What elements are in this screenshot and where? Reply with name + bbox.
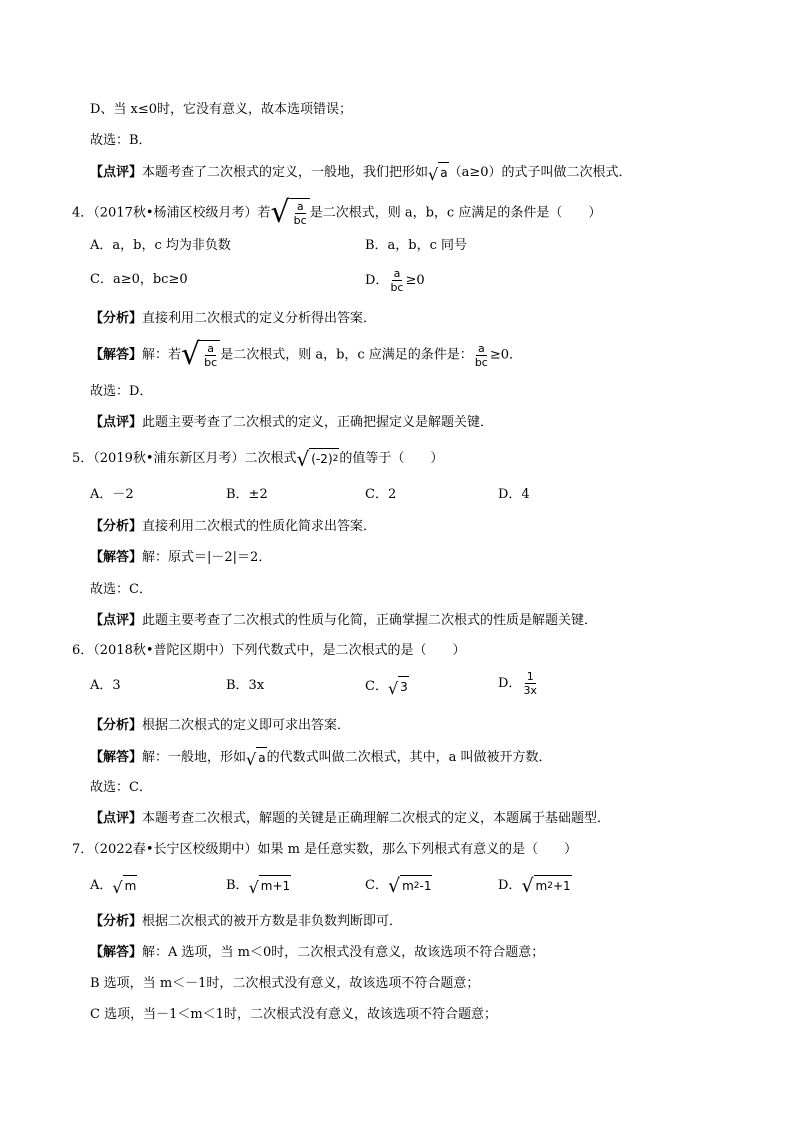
option-d[interactable]: D．4 [498, 487, 530, 502]
option-d[interactable]: D． $\frac{1}{3x}$ [498, 670, 537, 697]
choose-line: 故选：C． [90, 582, 152, 597]
answer-line: 【解答】解：若 √ $\frac{a}{bc}$ 是二次根式，则 a，b，c 应满足的条件是： $\frac{a}{bc}$ ≥0． [90, 337, 523, 372]
prev-comment-line [90, 162, 632, 183]
option-c[interactable]: C． √ 3 [365, 676, 409, 697]
question-stem-tail: 是二次根式，则 a，b，c 应满足的条件是（ ） [309, 205, 602, 221]
question-number: 4． [72, 205, 94, 221]
analysis-line: 【分析】直接利用二次根式的定义分析得出答案． [90, 311, 377, 326]
option-b[interactable]: B．±2 [226, 487, 268, 502]
option-b[interactable]: B．a，b，c 同号 [365, 238, 468, 253]
answer-line-3: C 选项，当－1＜m＜1时，二次根式没有意义，故该选项不符合题意； [90, 1007, 497, 1022]
question-6-stem: 6．（2018秋•普陀区期中）下列代数式中，是二次根式的是（ ） [72, 643, 466, 658]
comment-text: 本题考查了二次根式的定义，一般地，我们把形如 [142, 165, 429, 180]
option-c[interactable]: C．2 [365, 487, 397, 502]
comment-line: 【点评】本题考查二次根式，解题的关键是正确理解二次根式的定义，本题属于基础题型． [90, 811, 611, 826]
option-c[interactable]: C． √ m 2 -1 [365, 875, 432, 897]
option-b[interactable]: B．3x [226, 678, 265, 693]
analysis-line: 【分析】直接利用二次根式的性质化简求出答案． [90, 519, 377, 534]
answer-line: 【解答】解：原式＝|－2|＝2． [90, 550, 272, 565]
option-a[interactable]: A．－2 [90, 487, 134, 502]
option-a[interactable]: A． √ m [90, 875, 137, 896]
option-a[interactable]: A．a，b，c 均为非负数 [90, 238, 231, 253]
option-d[interactable]: D． $\frac{a}{bc}$ ≥0 [365, 267, 425, 294]
question-4-stem [72, 195, 602, 230]
prev-choose-line: 故选：B． [90, 133, 152, 148]
sqrt-fraction: √ $\frac{a}{bc}$ [181, 340, 220, 370]
choose-line: 故选：D． [90, 384, 153, 399]
analysis-line: 【分析】根据二次根式的被开方数是非负数判断即可． [90, 914, 403, 929]
analysis-line: 【分析】根据二次根式的定义即可求出答案． [90, 718, 351, 733]
comment-tag: 【点评】 [90, 165, 143, 180]
answer-line-2: B 选项，当 m＜－1时，二次根式没有意义，故该选项不符合题意； [90, 976, 480, 991]
question-source: （2017秋•杨浦区校级月考）若 [93, 205, 271, 221]
option-d[interactable]: D． √ m 2 +1 [498, 875, 571, 897]
question-7-stem: 7．（2022春•长宁区校级期中）如果 m 是任意实数，那么下列根式有意义的是（ ） [72, 842, 578, 857]
option-b[interactable]: B． √ m+1 [226, 875, 291, 896]
answer-line: 【解答】解：一般地，形如 √ a 的代数式叫做二次根式，其中，a 叫做被开方数． [90, 747, 551, 768]
answer-line: 【解答】解：A 选项，当 m＜0时，二次根式没有意义，故该选项不符合题意； [90, 945, 545, 960]
choose-line: 故选：C． [90, 780, 152, 795]
option-c[interactable]: C．a≥0，bc≥0 [90, 272, 188, 287]
sqrt-expression: √ a [428, 162, 449, 183]
comment-line: 【点评】此题主要考查了二次根式的定义，正确把握定义是解题关键． [90, 415, 494, 430]
comment-line: 【点评】此题主要考查了二次根式的性质与化简，正确掌握二次根式的性质是解题关键． [90, 613, 598, 628]
prev-option-d-line: D、当 x≤0时，它没有意义，故本选项错误； [90, 102, 353, 117]
option-a[interactable]: A．3 [90, 678, 121, 693]
question-5-stem: 5．（2019秋•浦东新区月考）二次根式 √ (-2) 2 的值等于（ ） [72, 447, 444, 471]
comment-text-tail: （a≥0）的式子叫做二次根式． [448, 165, 632, 180]
sqrt-expression: √ (-2) 2 [296, 447, 339, 471]
sqrt-fraction: √ $\frac{a}{bc}$ [271, 198, 310, 228]
